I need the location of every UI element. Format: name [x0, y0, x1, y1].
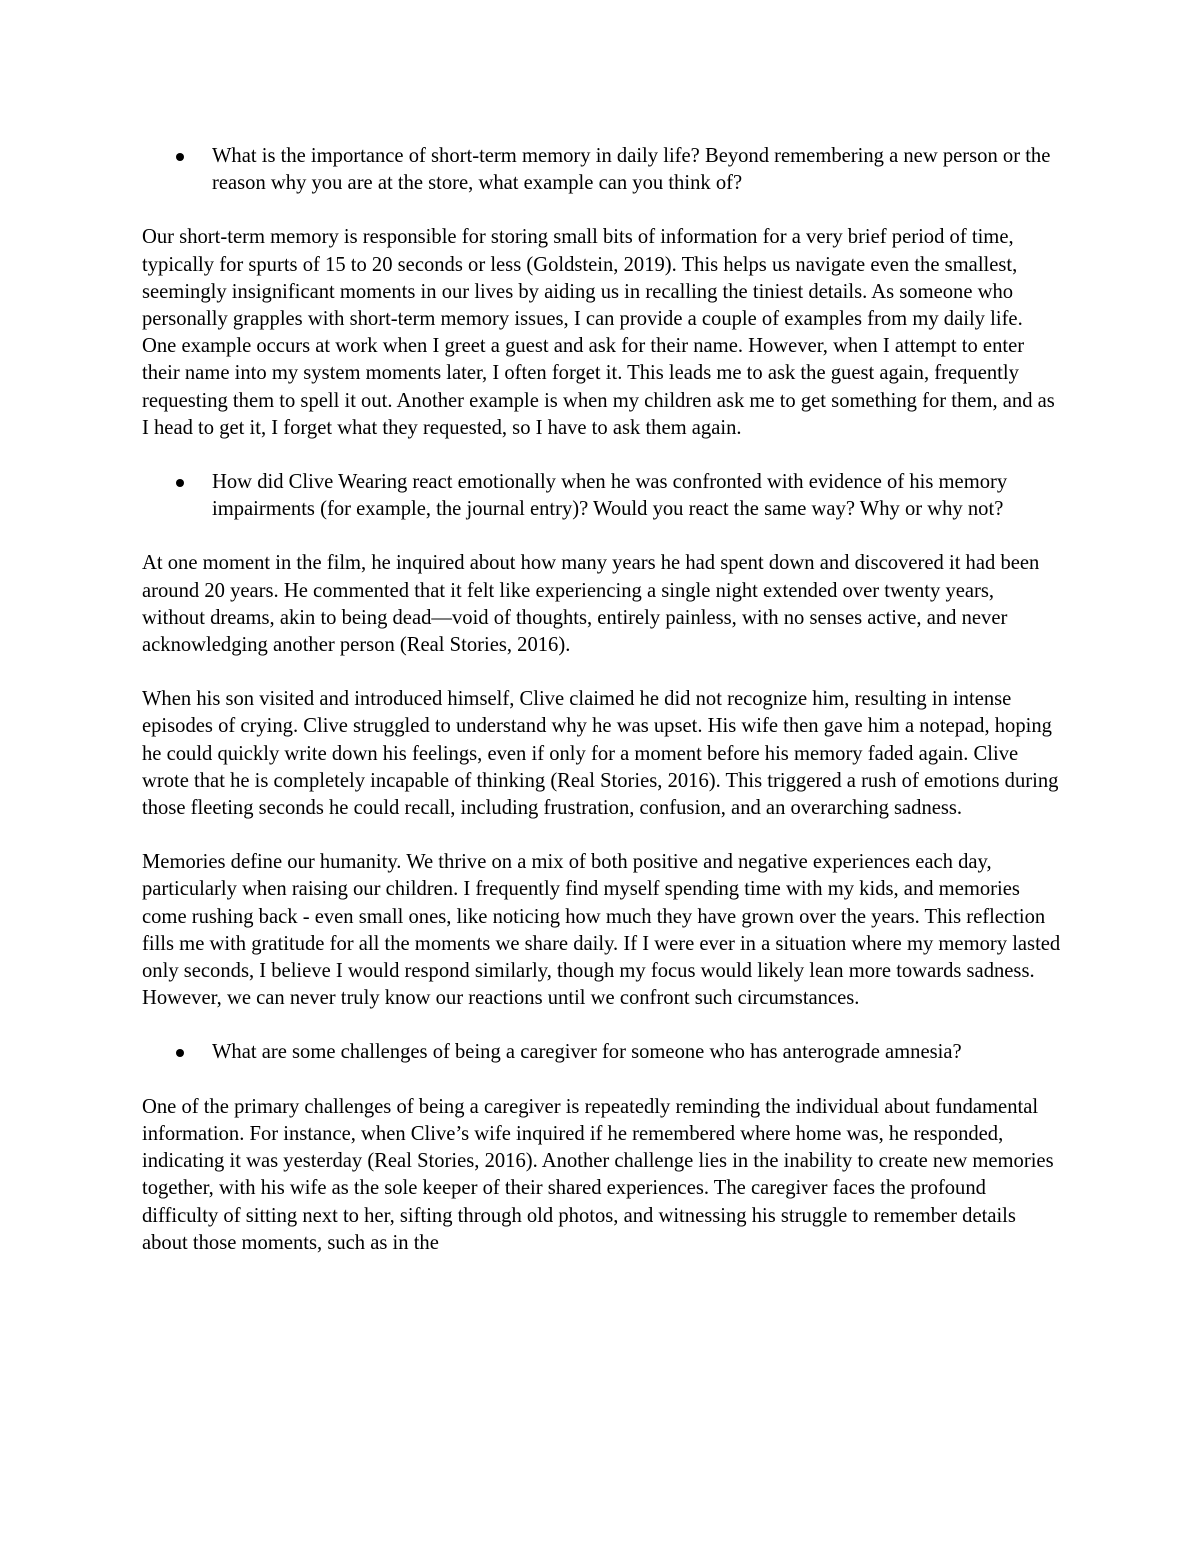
question-text-1: What is the importance of short-term memory in daily life? Beyond remembering a new person or the reason why you are at the store, what example can you think of?	[212, 145, 1051, 195]
bullet-icon	[176, 1049, 184, 1057]
answer-paragraph-3: When his son visited and introduced himself, Clive claimed he did not recognize him, resulting in intense episodes of crying. Clive struggled to understand why he was upset. His wife then gave him a notepad, hoping he could quickly write down his feelings, even if only for a moment before his memory faded again. Clive wrote that he is completely incapable of thinking (Real Stories, 2016). This triggered a rush of emotions during those fleeting seconds he could recall, including frustration, confusion, and an overarching sadness.	[142, 688, 1059, 820]
bullet-icon	[176, 479, 184, 487]
question-text-3: What are some challenges of being a caregiver for someone who has anterograde amnesia?	[212, 1041, 962, 1064]
answer-paragraph-2: At one moment in the film, he inquired about how many years he had spent down and discovered it had been around 20 years. He commented that it felt like experiencing a single night extended over twenty years, without dreams, akin to being dead—void of thoughts, entirely painless, with no senses active, and never acknowledging another person (Real Stories, 2016).	[142, 552, 1040, 657]
question-bullet-3	[142, 1039, 1062, 1066]
answer-paragraph-1: Our short-term memory is responsible for storing small bits of information for a very brief period of time, typically for spurts of 15 to 20 seconds or less (Goldstein, 2019). This helps us navigate even the smallest, seemingly insignificant moments in our lives by aiding us in recalling the tiniest details. As someone who personally grapples with short-term memory issues, I can provide a couple of examples from my daily life. One example occurs at work when I greet a guest and ask for their name. However, when I attempt to enter their name into my system moments later, I often forget it. This leads me to ask the guest again, frequently requesting them to spell it out. Another example is when my children ask me to get something for them, and as I head to get it, I forget what they requested, so I have to ask them again.	[142, 226, 1055, 439]
question-text-2: How did Clive Wearing react emotionally when he was confronted with evidence of his memory impairments (for example, the journal entry)? Would you react the same way? Why or why not?	[212, 471, 1008, 521]
answer-paragraph-5: One of the primary challenges of being a caregiver is repeatedly reminding the individual about fundamental information. For instance, when Clive’s wife inquired if he remembered where home was, he responded, indicating it was yesterday (Real Stories, 2016). Another challenge lies in the inability to create new memories together, with his wife as the sole keeper of their shared experiences. The caregiver faces the profound difficulty of sitting next to her, sifting through old photos, and witnessing his struggle to remember details about those moments, such as in the	[142, 1095, 1054, 1254]
bullet-icon	[176, 153, 184, 161]
document-body	[142, 143, 1062, 1257]
answer-paragraph-4: Memories define our humanity. We thrive on a mix of both positive and negative experiences each day, particularly when raising our children. I frequently find myself spending time with my kids, and memories come rushing back - even small ones, like noticing how much they have grown over the years. This reflection fills me with gratitude for all the moments we share daily. If I were ever in a situation where my memory lasted only seconds, I believe I would respond similarly, though my focus would likely lean more towards sadness. However, we can never truly know our reactions until we confront such circumstances.	[142, 851, 1061, 1010]
question-bullet-1	[142, 143, 1062, 197]
question-bullet-2	[142, 469, 1062, 523]
